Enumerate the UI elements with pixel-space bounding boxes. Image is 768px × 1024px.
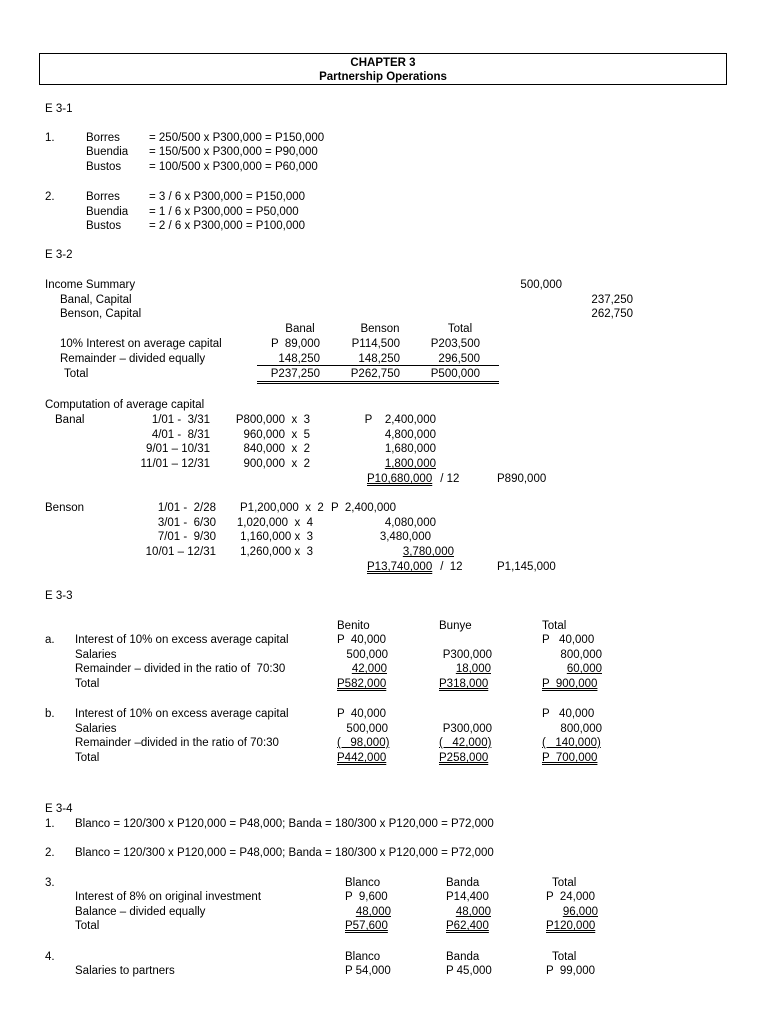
weighted-total: P13,740,000 [367, 561, 433, 573]
cell-value: P 40,000 [337, 634, 387, 646]
partner-name: Buendia [86, 146, 129, 158]
cell-value: ( 98,000) [337, 737, 390, 749]
cell-value: P262,750 [350, 368, 400, 380]
partner-name: Borres [86, 191, 120, 203]
period: 3/01 - 6/30 [157, 517, 216, 529]
chapter-title: Partnership Operations [319, 71, 447, 83]
cell-value: P 54,000 [345, 965, 391, 977]
allocation-calc: = 150/500 x P300,000 = P90,000 [149, 146, 318, 158]
allocation-calc: = 1 / 6 x P300,000 = P50,000 [149, 206, 299, 218]
cell-value: 148,250 [358, 353, 400, 365]
column-header: Blanco [345, 877, 381, 889]
cell-value: P 900,000 [542, 678, 598, 690]
cell-value: P 9,600 [345, 891, 388, 903]
weighted-amount: P 2,400,000 [364, 414, 436, 426]
column-header: Total [542, 620, 567, 632]
weighted-calc: 1,020,000 x 4 [236, 517, 313, 529]
table-rule [257, 381, 499, 382]
row-label: Salaries [75, 723, 117, 735]
cell-value: P114,500 [351, 338, 400, 350]
cell-value: P203,500 [430, 338, 480, 350]
weighted-amount: 3,480,000 [379, 531, 431, 543]
weighted-total: P10,680,000 [367, 473, 433, 485]
divisor: / 12 [437, 561, 463, 573]
partner-name: Bustos [86, 161, 122, 173]
cell-value: 42,000 [351, 663, 387, 675]
computation-title: Computation of average capital [45, 399, 205, 411]
cell-value: P 40,000 [542, 708, 595, 720]
weighted-amount: 1,800,000 [384, 458, 436, 470]
cell-value: P57,600 [345, 920, 388, 932]
partner-name: Borres [86, 132, 120, 144]
column-header: Benson [360, 323, 400, 335]
journal-debit: 500,000 [520, 279, 562, 291]
column-header: Blanco [345, 951, 381, 963]
allocation-calc: Blanco = 120/300 x P120,000 = P48,000; Banda = 180/300 x P120,000 = P72,000 [75, 847, 494, 859]
partner-name: Bustos [86, 220, 122, 232]
cell-value: P 99,000 [546, 965, 596, 977]
cell-value: 500,000 [346, 649, 388, 661]
cell-value: P 24,000 [546, 891, 596, 903]
cell-value: P 40,000 [542, 634, 595, 646]
exercise-label-e3-4: E 3-4 [45, 803, 73, 815]
row-label: Interest of 10% on excess average capital [75, 708, 289, 720]
journal-account: Banal, Capital [60, 294, 132, 306]
column-header: Banda [446, 877, 480, 889]
cell-value: P 700,000 [542, 752, 598, 764]
weighted-calc: P1,200,000 x 2 [240, 502, 324, 514]
exercise-label-e3-3: E 3-3 [45, 590, 73, 602]
cell-value: P14,400 [446, 891, 489, 903]
exercise-label-e3-1: E 3-1 [45, 103, 73, 115]
cell-value: P442,000 [337, 752, 387, 764]
cell-value: P300,000 [442, 649, 492, 661]
exercise-label-e3-2: E 3-2 [45, 249, 73, 261]
row-label: Total [75, 920, 100, 932]
cell-value: P 40,000 [337, 708, 387, 720]
period: 7/01 - 9/30 [157, 531, 216, 543]
allocation-calc: = 3 / 6 x P300,000 = P150,000 [149, 191, 306, 203]
weighted-calc: 1,160,000 x 3 [240, 531, 313, 543]
item-letter: a. [45, 634, 55, 646]
cell-value: 60,000 [566, 663, 602, 675]
cell-value: P500,000 [430, 368, 480, 380]
weighted-amount: 4,800,000 [384, 429, 436, 441]
period: 1/01 - 3/31 [151, 414, 210, 426]
divisor: / 12 [437, 473, 460, 485]
item-number: 1. [45, 132, 55, 144]
table-rule [257, 383, 499, 384]
row-label: Balance – divided equally [75, 906, 206, 918]
allocation-calc: = 2 / 6 x P300,000 = P100,000 [149, 220, 306, 232]
item-number: 3. [45, 877, 55, 889]
cell-value: ( 140,000) [542, 737, 601, 749]
weighted-calc: 840,000 x 2 [243, 443, 310, 455]
period: 11/01 – 12/31 [140, 458, 210, 470]
journal-account: Income Summary [45, 279, 136, 291]
weighted-calc: 900,000 x 2 [243, 458, 310, 470]
cell-value: 96,000 [562, 906, 598, 918]
row-label: Total [64, 368, 89, 380]
column-header: Total [552, 951, 577, 963]
weighted-amount: 1,680,000 [384, 443, 436, 455]
weighted-calc: 960,000 x 5 [243, 429, 310, 441]
item-number: 2. [45, 191, 55, 203]
cell-value: P318,000 [439, 678, 489, 690]
cell-value: 800,000 [560, 649, 602, 661]
row-label: Total [75, 678, 100, 690]
cell-value: 800,000 [560, 723, 602, 735]
item-letter: b. [45, 708, 55, 720]
item-number: 4. [45, 951, 55, 963]
weighted-calc: 1,260,000 x 3 [240, 546, 313, 558]
cell-value: P120,000 [546, 920, 596, 932]
cell-value: 48,000 [455, 906, 491, 918]
period: 1/01 - 2/28 [157, 502, 216, 514]
row-label: Salaries to partners [75, 965, 175, 977]
column-header: Banda [446, 951, 480, 963]
row-label: Remainder – divided equally [60, 353, 206, 365]
journal-account: Benson, Capital [60, 308, 142, 320]
row-label: Remainder – divided in the ratio of 70:30 [75, 663, 286, 675]
cell-value: P582,000 [337, 678, 387, 690]
average-capital: P1,145,000 [497, 561, 556, 573]
column-header: Total [552, 877, 577, 889]
partner-name: Banal [55, 414, 85, 426]
table-rule [257, 365, 499, 366]
cell-value: 48,000 [355, 906, 391, 918]
cell-value: P300,000 [442, 723, 492, 735]
row-label: Remainder –divided in the ratio of 70:30 [75, 737, 279, 749]
cell-value: P62,400 [446, 920, 489, 932]
weighted-amount: P 2,400,000 [331, 502, 397, 514]
weighted-amount: 3,780,000 [402, 546, 454, 558]
item-number: 1. [45, 818, 55, 830]
allocation-calc: = 100/500 x P300,000 = P60,000 [149, 161, 318, 173]
cell-value: P258,000 [439, 752, 489, 764]
weighted-calc: P800,000 x 3 [235, 414, 310, 426]
cell-value: 18,000 [455, 663, 491, 675]
weighted-amount: 4,080,000 [384, 517, 436, 529]
average-capital: P890,000 [497, 473, 547, 485]
column-header: Bunye [439, 620, 472, 632]
chapter-number: CHAPTER 3 [350, 57, 416, 69]
period: 9/01 – 10/31 [146, 443, 210, 455]
cell-value: 500,000 [346, 723, 388, 735]
column-header: Benito [337, 620, 370, 632]
row-label: Interest of 8% on original investment [75, 891, 262, 903]
row-label: 10% Interest on average capital [60, 338, 222, 350]
cell-value: 148,250 [278, 353, 320, 365]
partner-name: Buendia [86, 206, 129, 218]
cell-value: ( 42,000) [439, 737, 492, 749]
cell-value: P 89,000 [270, 338, 320, 350]
row-label: Interest of 10% on excess average capital [75, 634, 289, 646]
cell-value: 296,500 [438, 353, 480, 365]
item-number: 2. [45, 847, 55, 859]
journal-credit: 237,250 [591, 294, 633, 306]
chapter-header-box [39, 53, 727, 85]
cell-value: P237,250 [270, 368, 320, 380]
period: 10/01 – 12/31 [145, 546, 216, 558]
allocation-calc: Blanco = 120/300 x P120,000 = P48,000; Banda = 180/300 x P120,000 = P72,000 [75, 818, 494, 830]
partner-name: Benson [45, 502, 85, 514]
row-label: Salaries [75, 649, 117, 661]
cell-value: P 45,000 [446, 965, 492, 977]
column-header: Total [447, 323, 473, 335]
allocation-calc: = 250/500 x P300,000 = P150,000 [149, 132, 325, 144]
column-header: Banal [285, 323, 315, 335]
period: 4/01 - 8/31 [151, 429, 210, 441]
row-label: Total [75, 752, 100, 764]
journal-credit: 262,750 [591, 308, 633, 320]
